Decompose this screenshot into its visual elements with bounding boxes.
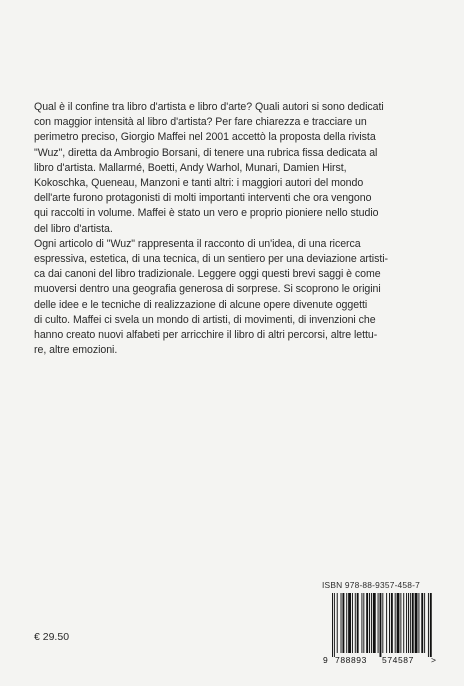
barcode-bar (430, 593, 432, 657)
barcode-bar (395, 593, 396, 653)
barcode-bar (371, 593, 372, 653)
barcode-bar (382, 593, 383, 653)
barcode-bar (424, 593, 425, 653)
blurb-line: Kokoschka, Queneau, Manzoni e tanti altri: i maggiori autori del mondo (34, 177, 364, 190)
barcode-bar (361, 593, 362, 653)
blurb-line: delle idee e le tecniche di realizzazione di alcune opere divenute oggetti (34, 298, 368, 311)
barcode-bar (342, 593, 344, 653)
blurb-line: con maggior intensità al libro d'artista? Per fare chiarezza e tracciare un (34, 116, 367, 129)
blurb-line: libro d'artista. Mallarmé, Boetti, Andy Warhol, Munari, Damien Hirst, (34, 161, 347, 174)
barcode-bar (380, 593, 382, 657)
barcode-bar (357, 593, 359, 653)
blurb-line: qui raccolti in volume. Maffei è stato un vero e proprio pioniere nello studio (34, 207, 379, 220)
blurb-line: "Wuz", diretta da Ambrogio Borsani, di tenere una rubrica fissa dedicata al (34, 146, 378, 159)
barcode-bar (412, 593, 414, 653)
barcode-bar (400, 593, 401, 653)
barcode-bars (332, 593, 432, 657)
blurb-paragraph-1 (34, 100, 438, 237)
blurb-line: re, altre emozioni. (34, 344, 118, 357)
barcode (322, 593, 440, 665)
barcode-bar (406, 593, 407, 653)
barcode-right-digits: 574587 (382, 655, 414, 665)
barcode-bar (408, 593, 409, 653)
barcode-bar (346, 593, 347, 653)
barcode-bar (403, 593, 404, 653)
isbn-block (322, 580, 440, 665)
barcode-bar (341, 593, 342, 653)
blurb-line: di culto. Maffei ci svela un mondo di artisti, di movimenti, di invenzioni che (34, 313, 376, 326)
barcode-bar (348, 593, 351, 653)
blurb-line: hanno creato nuovi alfabeti per arricchire il libro di altri percorsi, altre lettu- (34, 329, 378, 342)
blurb-line: Ogni articolo di "Wuz" rappresenta il racconto di un'idea, di una ricerca (34, 237, 361, 250)
blurb-line: ca dai canoni del libro tradizionale. Leggere oggi questi brevi saggi è come (34, 268, 381, 281)
barcode-bar (355, 593, 356, 653)
barcode-bar (352, 593, 353, 653)
blurb-line: espressiva, estetica, di una tecnica, di un sentiero per una deviazione artisti- (34, 253, 389, 266)
barcode-first-digit: 9 (323, 655, 328, 665)
barcode-bar (421, 593, 423, 653)
blurb-line: dell'arte furono protagonisti di molti importanti interventi che ora vengono (34, 192, 372, 205)
blurb-line: perimetro preciso, Giorgio Maffei nel 2001 accettò la proposta della rivista (34, 131, 376, 144)
barcode-bar (397, 593, 400, 653)
blurb-text (34, 100, 438, 358)
blurb-line: Qual è il confine tra libro d'artista e libro d'arte? Quali autori si sono dedicati (34, 101, 384, 113)
blurb-line: del libro d'artista. (34, 222, 113, 235)
barcode-bar (337, 593, 338, 653)
barcode-bar (410, 593, 411, 653)
barcode-bar (363, 593, 364, 653)
blurb-line: muoversi dentro una geografia generosa di sorprese. Si scoprono le origini (34, 283, 381, 296)
barcode-bar (418, 593, 419, 653)
barcode-bar (428, 593, 429, 657)
barcode-bar (389, 593, 390, 653)
barcode-bar (332, 593, 333, 657)
barcode-bar (373, 593, 376, 653)
barcode-left-digits: 788893 (335, 655, 367, 665)
barcode-bar (378, 593, 379, 653)
barcode-bar (366, 593, 368, 653)
barcode-bar (334, 593, 335, 657)
barcode-bar (369, 593, 370, 653)
isbn-number: ISBN 978-88-9357-458-7 (322, 580, 420, 590)
barcode-bar (415, 593, 418, 653)
barcode-bar (386, 593, 387, 653)
price-label: € 29.50 (34, 631, 70, 643)
blurb-paragraph-2 (34, 237, 438, 359)
barcode-bar (391, 593, 393, 653)
barcode-suffix: > (431, 655, 436, 665)
